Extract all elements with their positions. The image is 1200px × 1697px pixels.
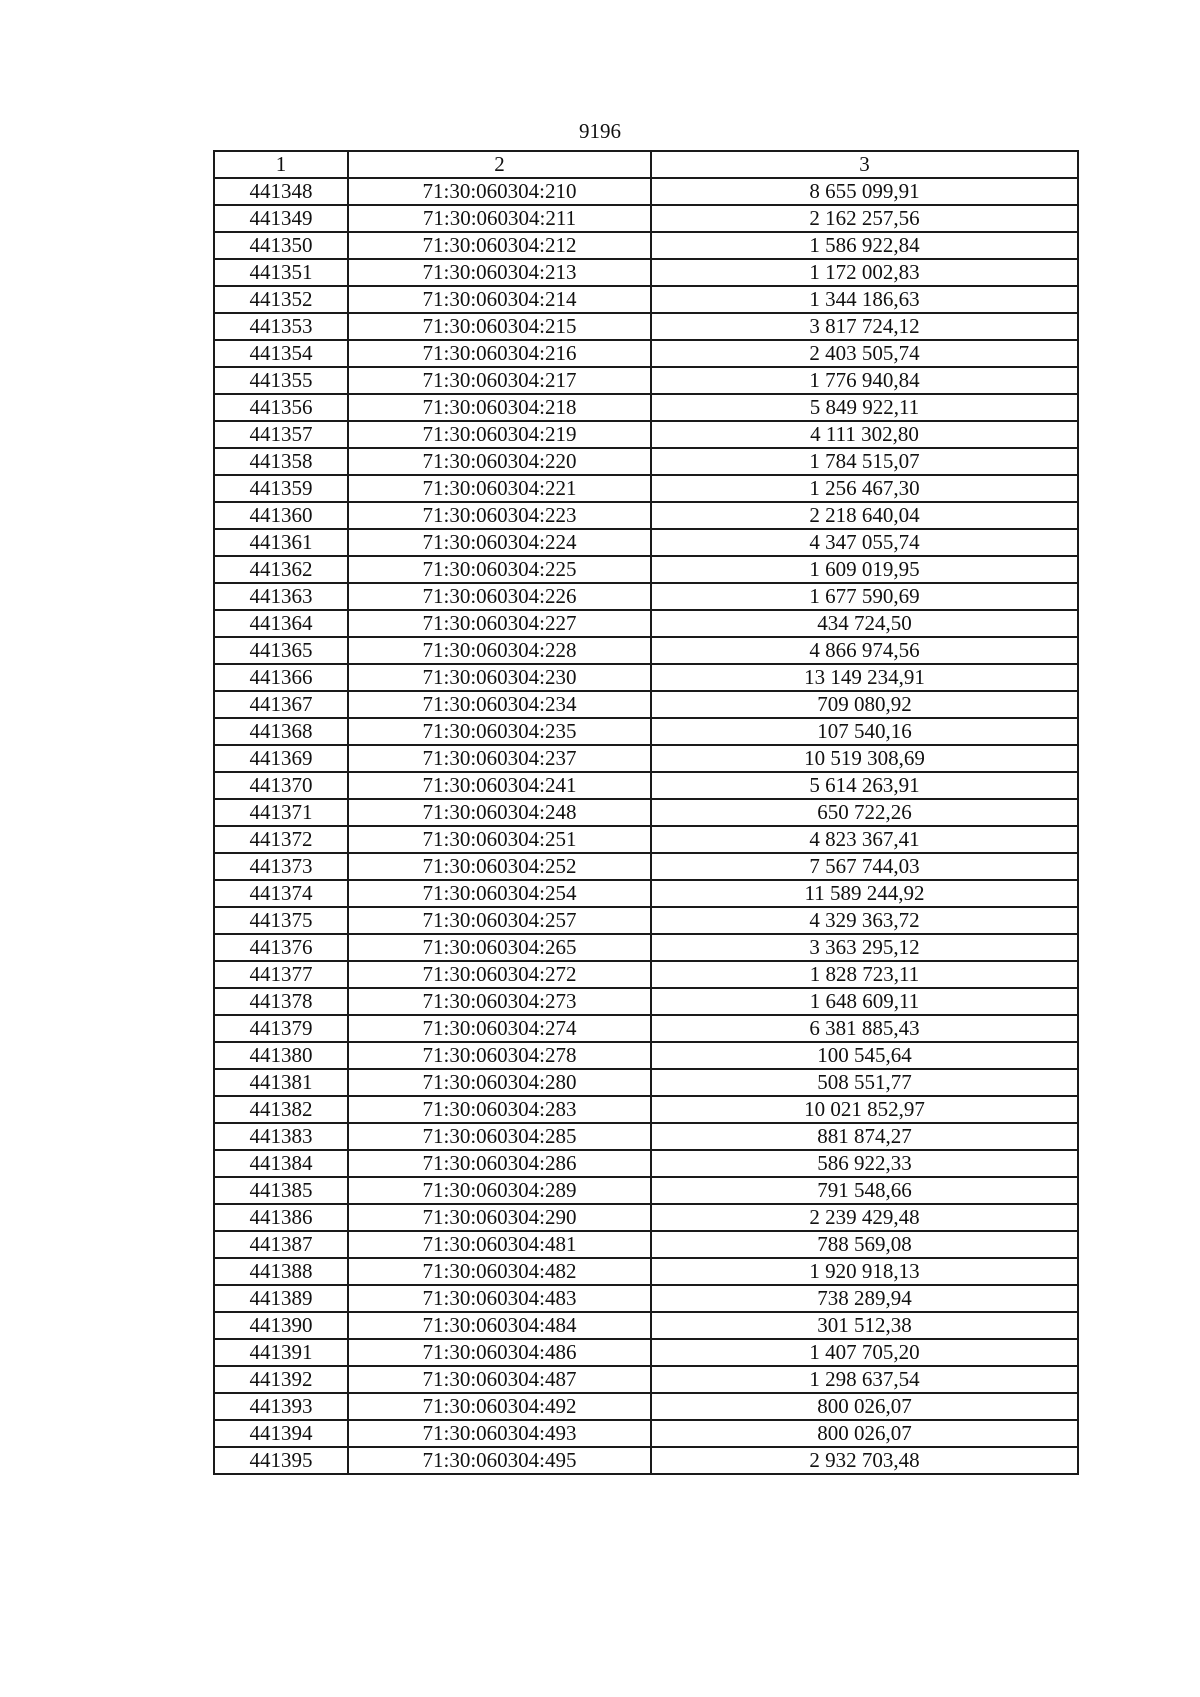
cadastral-number-cell: 71:30:060304:273 — [348, 988, 651, 1015]
cadastral-number-cell: 71:30:060304:212 — [348, 232, 651, 259]
cadastral-number-cell: 71:30:060304:211 — [348, 205, 651, 232]
table-row — [214, 205, 1078, 232]
value-cell: 2 162 257,56 — [651, 205, 1078, 232]
value-cell: 1 776 940,84 — [651, 367, 1078, 394]
value-cell: 2 403 505,74 — [651, 340, 1078, 367]
cadastral-number-cell: 71:30:060304:492 — [348, 1393, 651, 1420]
row-number-cell: 441392 — [214, 1366, 348, 1393]
row-number-cell: 441371 — [214, 799, 348, 826]
cadastral-number-cell: 71:30:060304:274 — [348, 1015, 651, 1042]
cadastral-number-cell: 71:30:060304:487 — [348, 1366, 651, 1393]
cadastral-number-cell: 71:30:060304:482 — [348, 1258, 651, 1285]
row-number-cell: 441368 — [214, 718, 348, 745]
row-number-cell: 441361 — [214, 529, 348, 556]
table-row — [214, 178, 1078, 205]
row-number-cell: 441366 — [214, 664, 348, 691]
table-row — [214, 664, 1078, 691]
value-cell: 1 784 515,07 — [651, 448, 1078, 475]
value-cell: 2 932 703,48 — [651, 1447, 1078, 1474]
cadastral-number-cell: 71:30:060304:220 — [348, 448, 651, 475]
cadastral-number-cell: 71:30:060304:252 — [348, 853, 651, 880]
cadastral-number-cell: 71:30:060304:237 — [348, 745, 651, 772]
table-row — [214, 934, 1078, 961]
cadastral-number-cell: 71:30:060304:219 — [348, 421, 651, 448]
row-number-cell: 441373 — [214, 853, 348, 880]
table-row — [214, 1420, 1078, 1447]
table-row — [214, 1042, 1078, 1069]
row-number-cell: 441379 — [214, 1015, 348, 1042]
row-number-cell: 441381 — [214, 1069, 348, 1096]
table-row — [214, 1312, 1078, 1339]
table-row — [214, 718, 1078, 745]
cadastral-number-cell: 71:30:060304:226 — [348, 583, 651, 610]
row-number-cell: 441365 — [214, 637, 348, 664]
cadastral-number-cell: 71:30:060304:234 — [348, 691, 651, 718]
row-number-cell: 441363 — [214, 583, 348, 610]
cadastral-number-cell: 71:30:060304:251 — [348, 826, 651, 853]
cadastral-number-cell: 71:30:060304:217 — [348, 367, 651, 394]
cadastral-number-cell: 71:30:060304:290 — [348, 1204, 651, 1231]
row-number-cell: 441383 — [214, 1123, 348, 1150]
table-row — [214, 961, 1078, 988]
value-cell: 800 026,07 — [651, 1393, 1078, 1420]
cadastral-number-cell: 71:30:060304:218 — [348, 394, 651, 421]
cadastral-number-cell: 71:30:060304:265 — [348, 934, 651, 961]
table-row — [214, 1069, 1078, 1096]
value-cell: 881 874,27 — [651, 1123, 1078, 1150]
cadastral-number-cell: 71:30:060304:230 — [348, 664, 651, 691]
value-cell: 1 677 590,69 — [651, 583, 1078, 610]
row-number-cell: 441382 — [214, 1096, 348, 1123]
value-cell: 4 347 055,74 — [651, 529, 1078, 556]
cadastral-number-cell: 71:30:060304:214 — [348, 286, 651, 313]
value-cell: 301 512,38 — [651, 1312, 1078, 1339]
row-number-cell: 441350 — [214, 232, 348, 259]
cadastral-number-cell: 71:30:060304:228 — [348, 637, 651, 664]
cadastral-number-cell: 71:30:060304:225 — [348, 556, 651, 583]
table-row — [214, 1258, 1078, 1285]
value-cell: 1 256 467,30 — [651, 475, 1078, 502]
value-cell: 107 540,16 — [651, 718, 1078, 745]
table-row — [214, 691, 1078, 718]
value-cell: 434 724,50 — [651, 610, 1078, 637]
cadastral-number-cell: 71:30:060304:278 — [348, 1042, 651, 1069]
cadastral-number-cell: 71:30:060304:248 — [348, 799, 651, 826]
row-number-cell: 441393 — [214, 1393, 348, 1420]
value-cell: 1 407 705,20 — [651, 1339, 1078, 1366]
value-cell: 1 586 922,84 — [651, 232, 1078, 259]
row-number-cell: 441362 — [214, 556, 348, 583]
table-row — [214, 1339, 1078, 1366]
row-number-cell: 441352 — [214, 286, 348, 313]
row-number-cell: 441391 — [214, 1339, 348, 1366]
value-cell: 738 289,94 — [651, 1285, 1078, 1312]
row-number-cell: 441351 — [214, 259, 348, 286]
cadastral-number-cell: 71:30:060304:227 — [348, 610, 651, 637]
cadastral-number-cell: 71:30:060304:213 — [348, 259, 651, 286]
cadastral-number-cell: 71:30:060304:285 — [348, 1123, 651, 1150]
value-cell: 10 519 308,69 — [651, 745, 1078, 772]
table-body — [214, 151, 1078, 1474]
row-number-cell: 441357 — [214, 421, 348, 448]
value-cell: 1 172 002,83 — [651, 259, 1078, 286]
value-cell: 1 920 918,13 — [651, 1258, 1078, 1285]
value-cell: 4 823 367,41 — [651, 826, 1078, 853]
value-cell: 6 381 885,43 — [651, 1015, 1078, 1042]
cadastral-number-cell: 71:30:060304:481 — [348, 1231, 651, 1258]
table-row — [214, 475, 1078, 502]
value-cell: 791 548,66 — [651, 1177, 1078, 1204]
table-row — [214, 1366, 1078, 1393]
value-cell: 1 609 019,95 — [651, 556, 1078, 583]
cadastral-number-cell: 71:30:060304:272 — [348, 961, 651, 988]
page-number: 9196 — [579, 119, 621, 143]
row-number-cell: 441348 — [214, 178, 348, 205]
row-number-cell: 441374 — [214, 880, 348, 907]
cadastral-number-cell: 71:30:060304:224 — [348, 529, 651, 556]
table-row — [214, 1393, 1078, 1420]
cadastral-number-cell: 71:30:060304:486 — [348, 1339, 651, 1366]
value-cell: 1 648 609,11 — [651, 988, 1078, 1015]
table-row — [214, 907, 1078, 934]
cadastral-number-cell: 71:30:060304:283 — [348, 1096, 651, 1123]
cadastral-number-cell: 71:30:060304:223 — [348, 502, 651, 529]
row-number-cell: 441388 — [214, 1258, 348, 1285]
value-cell: 4 866 974,56 — [651, 637, 1078, 664]
row-number-cell: 441359 — [214, 475, 348, 502]
table-row — [214, 340, 1078, 367]
table-row — [214, 367, 1078, 394]
row-number-cell: 441377 — [214, 961, 348, 988]
value-cell: 1 298 637,54 — [651, 1366, 1078, 1393]
value-cell: 2 239 429,48 — [651, 1204, 1078, 1231]
row-number-cell: 441385 — [214, 1177, 348, 1204]
table-row — [214, 988, 1078, 1015]
table-row — [214, 556, 1078, 583]
table-row — [214, 1177, 1078, 1204]
value-cell: 586 922,33 — [651, 1150, 1078, 1177]
table-row — [214, 610, 1078, 637]
row-number-cell: 441364 — [214, 610, 348, 637]
value-cell: 4 111 302,80 — [651, 421, 1078, 448]
cadastral-number-cell: 71:30:060304:254 — [348, 880, 651, 907]
row-number-cell: 441378 — [214, 988, 348, 1015]
table-row — [214, 1231, 1078, 1258]
row-number-cell: 441389 — [214, 1285, 348, 1312]
value-cell: 5 614 263,91 — [651, 772, 1078, 799]
row-number-cell: 441386 — [214, 1204, 348, 1231]
table-row — [214, 259, 1078, 286]
value-cell: 3 817 724,12 — [651, 313, 1078, 340]
row-number-cell: 441370 — [214, 772, 348, 799]
column-header-2: 2 — [348, 151, 651, 178]
cadastral-number-cell: 71:30:060304:235 — [348, 718, 651, 745]
table-row — [214, 1150, 1078, 1177]
table-row — [214, 1015, 1078, 1042]
value-cell: 2 218 640,04 — [651, 502, 1078, 529]
table-row — [214, 394, 1078, 421]
table-row — [214, 1285, 1078, 1312]
table-row — [214, 1096, 1078, 1123]
cadastral-number-cell: 71:30:060304:210 — [348, 178, 651, 205]
cadastral-number-cell: 71:30:060304:216 — [348, 340, 651, 367]
table-row — [214, 232, 1078, 259]
table-row — [214, 286, 1078, 313]
row-number-cell: 441369 — [214, 745, 348, 772]
row-number-cell: 441384 — [214, 1150, 348, 1177]
value-cell: 508 551,77 — [651, 1069, 1078, 1096]
table-row — [214, 502, 1078, 529]
table-row — [214, 745, 1078, 772]
table-header-row — [214, 151, 1078, 178]
value-cell: 1 344 186,63 — [651, 286, 1078, 313]
table-row — [214, 1447, 1078, 1474]
table-row — [214, 583, 1078, 610]
value-cell: 800 026,07 — [651, 1420, 1078, 1447]
cadastral-number-cell: 71:30:060304:241 — [348, 772, 651, 799]
value-cell: 650 722,26 — [651, 799, 1078, 826]
cadastral-number-cell: 71:30:060304:493 — [348, 1420, 651, 1447]
column-header-3: 3 — [651, 151, 1078, 178]
value-cell: 7 567 744,03 — [651, 853, 1078, 880]
row-number-cell: 441394 — [214, 1420, 348, 1447]
table-row — [214, 880, 1078, 907]
table-row — [214, 1204, 1078, 1231]
table-row — [214, 772, 1078, 799]
table-row — [214, 853, 1078, 880]
value-cell: 10 021 852,97 — [651, 1096, 1078, 1123]
value-cell: 11 589 244,92 — [651, 880, 1078, 907]
cadastral-number-cell: 71:30:060304:495 — [348, 1447, 651, 1474]
row-number-cell: 441358 — [214, 448, 348, 475]
row-number-cell: 441376 — [214, 934, 348, 961]
table-row — [214, 1123, 1078, 1150]
value-cell: 100 545,64 — [651, 1042, 1078, 1069]
cadastral-number-cell: 71:30:060304:484 — [348, 1312, 651, 1339]
cadastral-number-cell: 71:30:060304:257 — [348, 907, 651, 934]
cadastral-number-cell: 71:30:060304:280 — [348, 1069, 651, 1096]
value-cell: 5 849 922,11 — [651, 394, 1078, 421]
row-number-cell: 441372 — [214, 826, 348, 853]
registry-table — [213, 150, 1079, 1475]
value-cell: 788 569,08 — [651, 1231, 1078, 1258]
value-cell: 709 080,92 — [651, 691, 1078, 718]
value-cell: 1 828 723,11 — [651, 961, 1078, 988]
table-row — [214, 448, 1078, 475]
row-number-cell: 441380 — [214, 1042, 348, 1069]
row-number-cell: 441354 — [214, 340, 348, 367]
row-number-cell: 441375 — [214, 907, 348, 934]
cadastral-number-cell: 71:30:060304:215 — [348, 313, 651, 340]
row-number-cell: 441367 — [214, 691, 348, 718]
column-header-1: 1 — [214, 151, 348, 178]
cadastral-number-cell: 71:30:060304:221 — [348, 475, 651, 502]
value-cell: 4 329 363,72 — [651, 907, 1078, 934]
cadastral-number-cell: 71:30:060304:286 — [348, 1150, 651, 1177]
value-cell: 13 149 234,91 — [651, 664, 1078, 691]
table-row — [214, 637, 1078, 664]
value-cell: 8 655 099,91 — [651, 178, 1078, 205]
row-number-cell: 441355 — [214, 367, 348, 394]
row-number-cell: 441349 — [214, 205, 348, 232]
cadastral-number-cell: 71:30:060304:289 — [348, 1177, 651, 1204]
row-number-cell: 441387 — [214, 1231, 348, 1258]
row-number-cell: 441360 — [214, 502, 348, 529]
row-number-cell: 441395 — [214, 1447, 348, 1474]
table-row — [214, 313, 1078, 340]
table-row — [214, 799, 1078, 826]
cadastral-number-cell: 71:30:060304:483 — [348, 1285, 651, 1312]
row-number-cell: 441390 — [214, 1312, 348, 1339]
table-row — [214, 421, 1078, 448]
row-number-cell: 441353 — [214, 313, 348, 340]
row-number-cell: 441356 — [214, 394, 348, 421]
value-cell: 3 363 295,12 — [651, 934, 1078, 961]
table-row — [214, 826, 1078, 853]
table-row — [214, 529, 1078, 556]
